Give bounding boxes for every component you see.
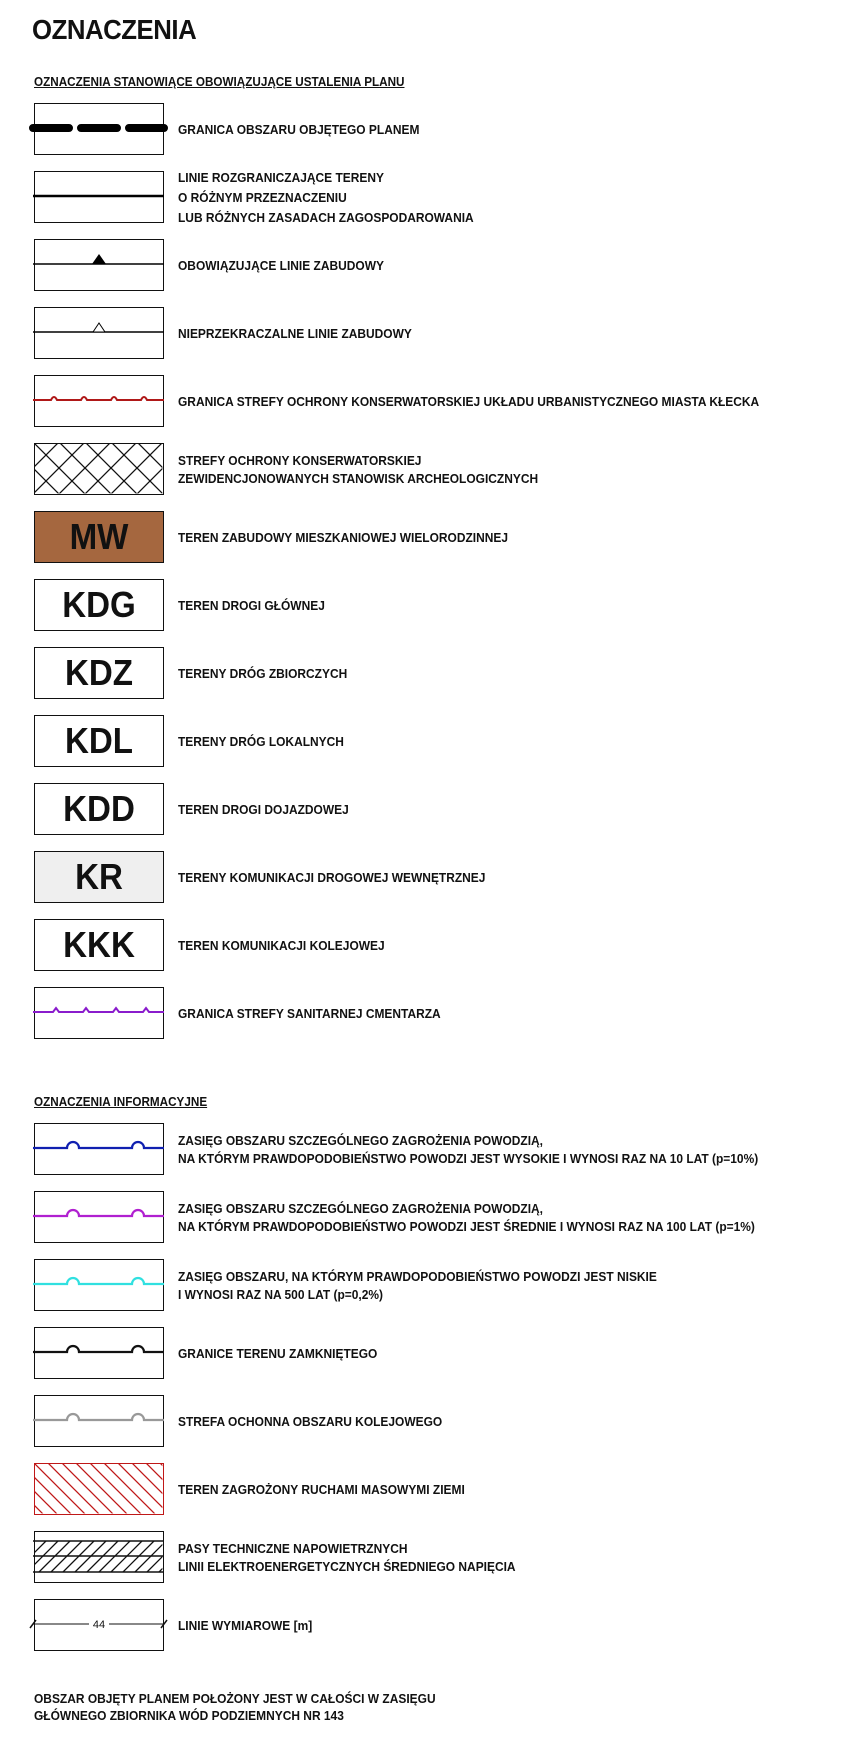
footer-note: OBSZAR OBJĘTY PLANEM POŁOŻONY JEST W CAŁOŚCI W ZASIĘGU GŁÓWNEGO ZBIORNIKA WÓD PODZIEMNYCH NR 143 bbox=[34, 1691, 436, 1723]
legend-item-kdg bbox=[34, 579, 834, 633]
legend-label: GRANICA OBSZARU OBJĘTEGO PLANEM bbox=[178, 122, 420, 137]
legend-label: OBOWIĄZUJĄCE LINIE ZABUDOWY bbox=[178, 258, 384, 273]
legend-label: TEREN ZAGROŻONY RUCHAMI MASOWYMI ZIEMI bbox=[178, 1482, 465, 1497]
legend-label: TEREN KOMUNIKACJI KOLEJOWEJ bbox=[178, 938, 385, 953]
legend-item-power-lines bbox=[34, 1531, 834, 1585]
legend-item-kdz bbox=[34, 647, 834, 701]
legend-label: TERENY KOMUNIKACJI DROGOWEJ WEWNĘTRZNEJ bbox=[178, 870, 486, 885]
symbol-zone-code: KDD bbox=[34, 783, 164, 835]
symbol-zone-code: KKK bbox=[34, 919, 164, 971]
legend-label: STREFA OCHONNA OBSZARU KOLEJOWEGO bbox=[178, 1414, 443, 1429]
symbol-archaeological-zone bbox=[34, 443, 164, 495]
legend-label: GRANICA STREFY OCHRONY KONSERWATORSKIEJ UKŁADU URBANISTYCZNEGO MIASTA KŁECKA bbox=[178, 394, 760, 409]
legend-label: LINIE WYMIAROWE [m] bbox=[178, 1618, 313, 1633]
legend-label: ZASIĘG OBSZARU SZCZEGÓLNEGO ZAGROŻENIA POWODZIĄ, NA KTÓRYM PRAWDOPODOBIEŃSTWO POWODZI JEST WYSOKIE I WYNOSI RAZ NA 10 LAT (p=10%) bbox=[178, 1133, 759, 1166]
symbol-dividing-line bbox=[34, 171, 164, 223]
legend-item-dimension bbox=[34, 1599, 834, 1653]
legend-label: TERENY DRÓG LOKALNYCH bbox=[178, 734, 344, 749]
legend-item-kr bbox=[34, 851, 834, 905]
symbol-plan-boundary bbox=[34, 103, 164, 155]
legend-item-plan-boundary bbox=[34, 103, 834, 157]
legend-label: TERENY DRÓG ZBIORCZYCH bbox=[178, 666, 348, 681]
legend-item-dividing-line bbox=[34, 171, 834, 225]
legend-item-archaeological-zone bbox=[34, 443, 834, 497]
legend-label: TEREN DROGI GŁÓWNEJ bbox=[178, 598, 325, 613]
legend-item-conservation-zone bbox=[34, 375, 834, 429]
legend-item-flood-medium bbox=[34, 1191, 834, 1245]
symbol-zone-code: KDL bbox=[34, 715, 164, 767]
symbol-power-lines bbox=[34, 1531, 164, 1583]
symbol-landslide bbox=[34, 1463, 164, 1515]
section-heading-informative: OZNACZENIA INFORMACYJNE bbox=[34, 1094, 208, 1109]
page-title: OZNACZENIA bbox=[32, 14, 197, 45]
legend-item-non-exceedable-building-line bbox=[34, 307, 834, 361]
legend-label: GRANICE TERENU ZAMKNIĘTEGO bbox=[178, 1346, 378, 1361]
symbol-zone-code: KDG bbox=[34, 579, 164, 631]
symbol-closed-area bbox=[34, 1327, 164, 1379]
legend-item-kdl bbox=[34, 715, 834, 769]
legend-item-mw bbox=[34, 511, 834, 565]
legend-label: TEREN ZABUDOWY MIESZKANIOWEJ WIELORODZINNEJ bbox=[178, 530, 509, 545]
legend-item-mandatory-building-line bbox=[34, 239, 834, 293]
symbol-flood-low bbox=[34, 1259, 164, 1311]
legend-item-cemetery-zone bbox=[34, 987, 834, 1041]
legend-item-flood-high bbox=[34, 1123, 834, 1177]
legend-label: ZASIĘG OBSZARU SZCZEGÓLNEGO ZAGROŻENIA POWODZIĄ, NA KTÓRYM PRAWDOPODOBIEŃSTWO POWODZI JEST ŚREDNIE I WYNOSI RAZ NA 100 LAT (p=1%) bbox=[178, 1201, 755, 1234]
symbol-conservation-zone bbox=[34, 375, 164, 427]
symbol-mandatory-building-line bbox=[34, 239, 164, 291]
legend-label: TEREN DROGI DOJAZDOWEJ bbox=[178, 802, 349, 817]
legend-label: GRANICA STREFY SANITARNEJ CMENTARZA bbox=[178, 1006, 441, 1021]
symbol-flood-high bbox=[34, 1123, 164, 1175]
legend-label: LINIE ROZGRANICZAJĄCE TERENY O RÓŻNYM PRZEZNACZENIU LUB RÓŻNYCH ZASADACH ZAGOSPODAROWANIA bbox=[178, 170, 474, 225]
legend-item-flood-low bbox=[34, 1259, 834, 1313]
dimension-value: 44 bbox=[93, 1619, 106, 1632]
symbol-cemetery-zone bbox=[34, 987, 164, 1039]
legend-item-kkk bbox=[34, 919, 834, 973]
legend-item-kdd bbox=[34, 783, 834, 837]
symbol-zone-code: MW bbox=[34, 511, 164, 563]
legend-item-landslide bbox=[34, 1463, 834, 1517]
section-heading-binding: OZNACZENIA STANOWIĄCE OBOWIĄZUJĄCE USTALENIA PLANU bbox=[34, 74, 405, 89]
legend-label: NIEPRZEKRACZALNE LINIE ZABUDOWY bbox=[178, 326, 412, 341]
legend-label: ZASIĘG OBSZARU, NA KTÓRYM PRAWDOPODOBIEŃSTWO POWODZI JEST NISKIE I WYNOSI RAZ NA 500 LAT (p=0,2%) bbox=[178, 1269, 657, 1302]
symbol-flood-medium bbox=[34, 1191, 164, 1243]
legend-item-closed-area bbox=[34, 1327, 834, 1381]
symbol-railway-zone bbox=[34, 1395, 164, 1447]
legend-label: STREFY OCHRONY KONSERWATORSKIEJ ZEWIDENCJONOWANYCH STANOWISK ARCHEOLOGICZNYCH bbox=[178, 453, 539, 486]
symbol-non-exceedable-building-line bbox=[34, 307, 164, 359]
legend-item-railway-zone bbox=[34, 1395, 834, 1449]
legend-label: PASY TECHNICZNE NAPOWIETRZNYCH LINII ELEKTROENERGETYCZNYCH ŚREDNIEGO NAPIĘCIA bbox=[178, 1541, 516, 1574]
symbol-dimension-line bbox=[34, 1599, 164, 1651]
symbol-zone-code: KR bbox=[34, 851, 164, 903]
symbol-zone-code: KDZ bbox=[34, 647, 164, 699]
